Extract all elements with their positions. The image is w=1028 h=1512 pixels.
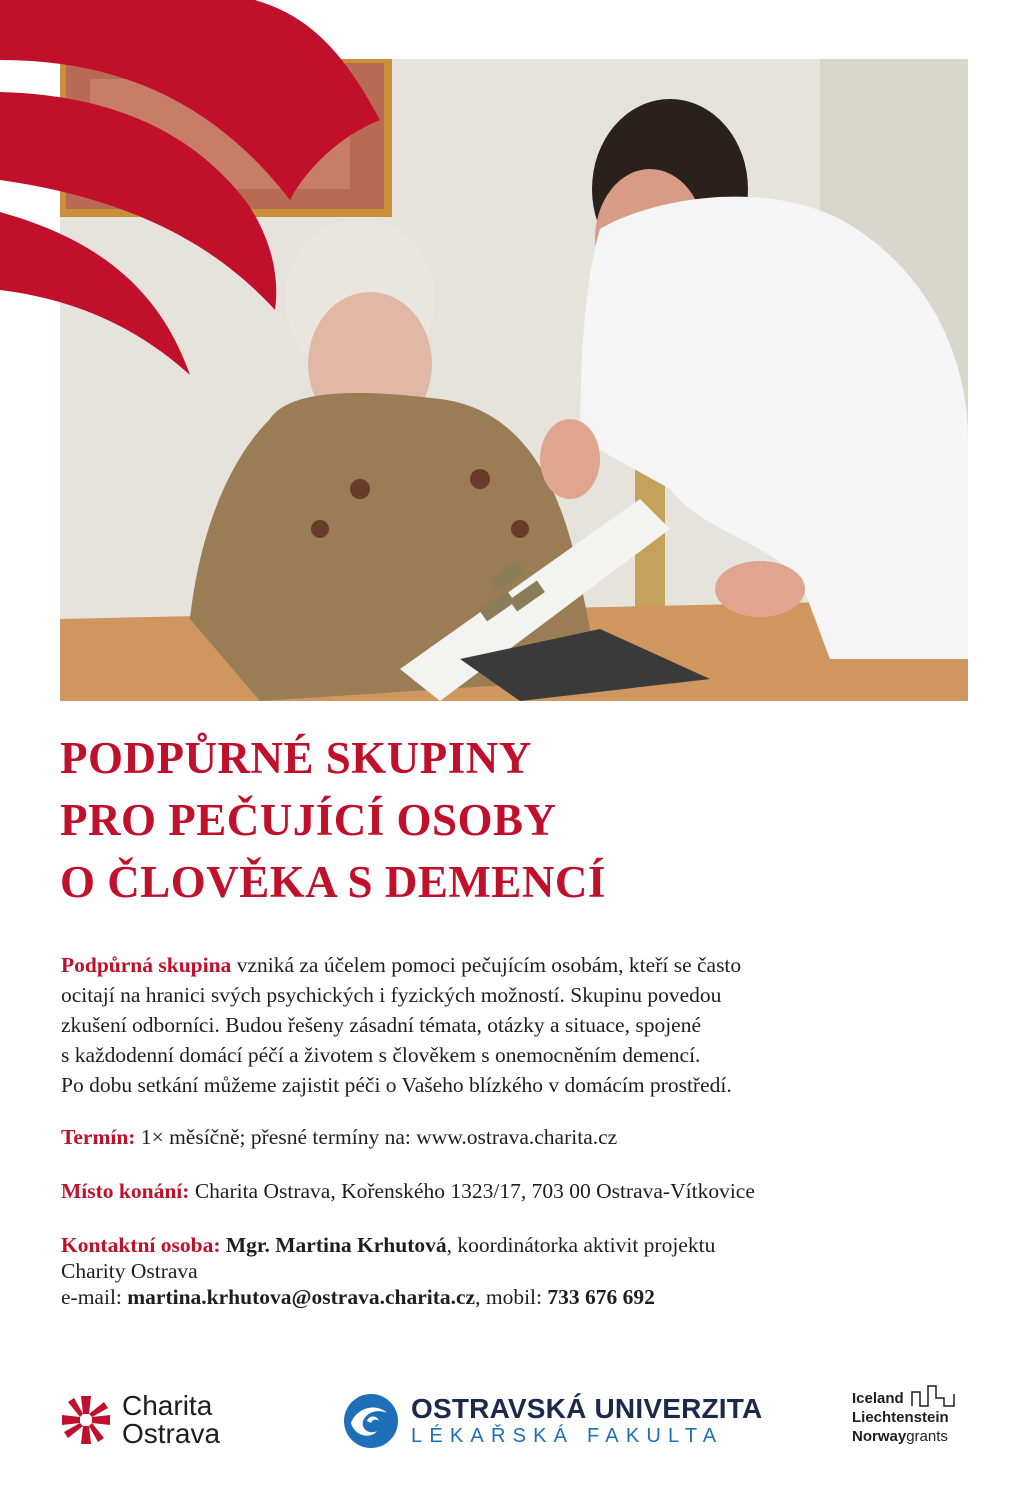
termin-label: Termín: xyxy=(61,1125,136,1149)
kontakt-role: , koordinátorka aktivit projektu xyxy=(446,1233,716,1257)
title-line-2: PRO PEČUJÍCÍ OSOBY xyxy=(60,795,557,845)
kontakt-org: Charity Ostrava xyxy=(61,1259,198,1283)
email-link[interactable]: martina.krhutova@ostrava.charita.cz xyxy=(127,1285,476,1309)
eea-grants-logo xyxy=(852,1384,956,1446)
eea-liechtenstein: Liechtenstein xyxy=(852,1409,949,1426)
charita-cross-icon xyxy=(60,1394,112,1446)
charita-line-2: Ostrava xyxy=(122,1418,221,1449)
page-title xyxy=(60,727,606,913)
eea-grants-icon xyxy=(910,1384,956,1408)
intro-paragraph xyxy=(61,950,971,1100)
kontakt-block xyxy=(61,1232,971,1310)
ou-wave-icon xyxy=(343,1393,399,1449)
title-line-1: PODPŮRNÉ SKUPINY xyxy=(60,733,532,783)
charita-swoosh-icon xyxy=(0,0,400,380)
intro-line-5: Po dobu setkání můžeme zajistit péči o Vašeho blízkého v domácím prostředí. xyxy=(61,1073,732,1097)
ou-faculty: LÉKAŘSKÁ FAKULTA xyxy=(411,1425,724,1447)
kontakt-label: Kontaktní osoba: xyxy=(61,1233,221,1257)
eea-norway: Norway xyxy=(852,1428,907,1445)
misto-row xyxy=(61,1176,971,1206)
eea-iceland: Iceland xyxy=(852,1390,904,1407)
mobile-number[interactable]: 733 676 692 xyxy=(547,1285,655,1309)
eea-norway-row xyxy=(852,1427,956,1446)
misto-label: Místo konání: xyxy=(61,1179,190,1203)
intro-line-2: ocitají na hranici svých psychických i fyzických možností. Skupinu povedou xyxy=(61,983,722,1007)
email-label: e-mail: xyxy=(61,1285,122,1309)
charita-logo-text xyxy=(122,1392,220,1448)
intro-lead: Podpůrná skupina xyxy=(61,953,232,977)
ou-name: OSTRAVSKÁ UNIVERZITA xyxy=(411,1393,763,1424)
title-line-3: O ČLOVĚKA S DEMENCÍ xyxy=(60,857,606,907)
intro-line-1: vzniká za účelem pomoci pečujícím osobám, kteří se často xyxy=(236,953,742,977)
eea-grants: grants xyxy=(906,1428,948,1445)
charita-ostrava-logo xyxy=(60,1392,220,1448)
termin-row xyxy=(61,1122,971,1152)
mobile-label: , mobil: xyxy=(475,1285,542,1309)
intro-line-3: zkušení odborníci. Budou řešeny zásadní témata, otázky a situace, spojené xyxy=(61,1013,702,1037)
ostravska-univerzita-logo xyxy=(343,1393,762,1449)
charita-line-1: Charita xyxy=(122,1390,213,1421)
ou-logo-text xyxy=(411,1394,762,1448)
misto-value: Charita Ostrava, Kořenského 1323/17, 703 00 Ostrava-Vítkovice xyxy=(194,1179,755,1203)
body-text xyxy=(61,950,971,1310)
intro-line-4: s každodenní domácí péčí a životem s člověkem s onemocněním demencí. xyxy=(61,1043,701,1067)
termin-value: 1× měsíčně; přesné termíny na: www.ostrava.charita.cz xyxy=(140,1125,618,1149)
kontakt-name: Mgr. Martina Krhutová xyxy=(225,1233,447,1257)
